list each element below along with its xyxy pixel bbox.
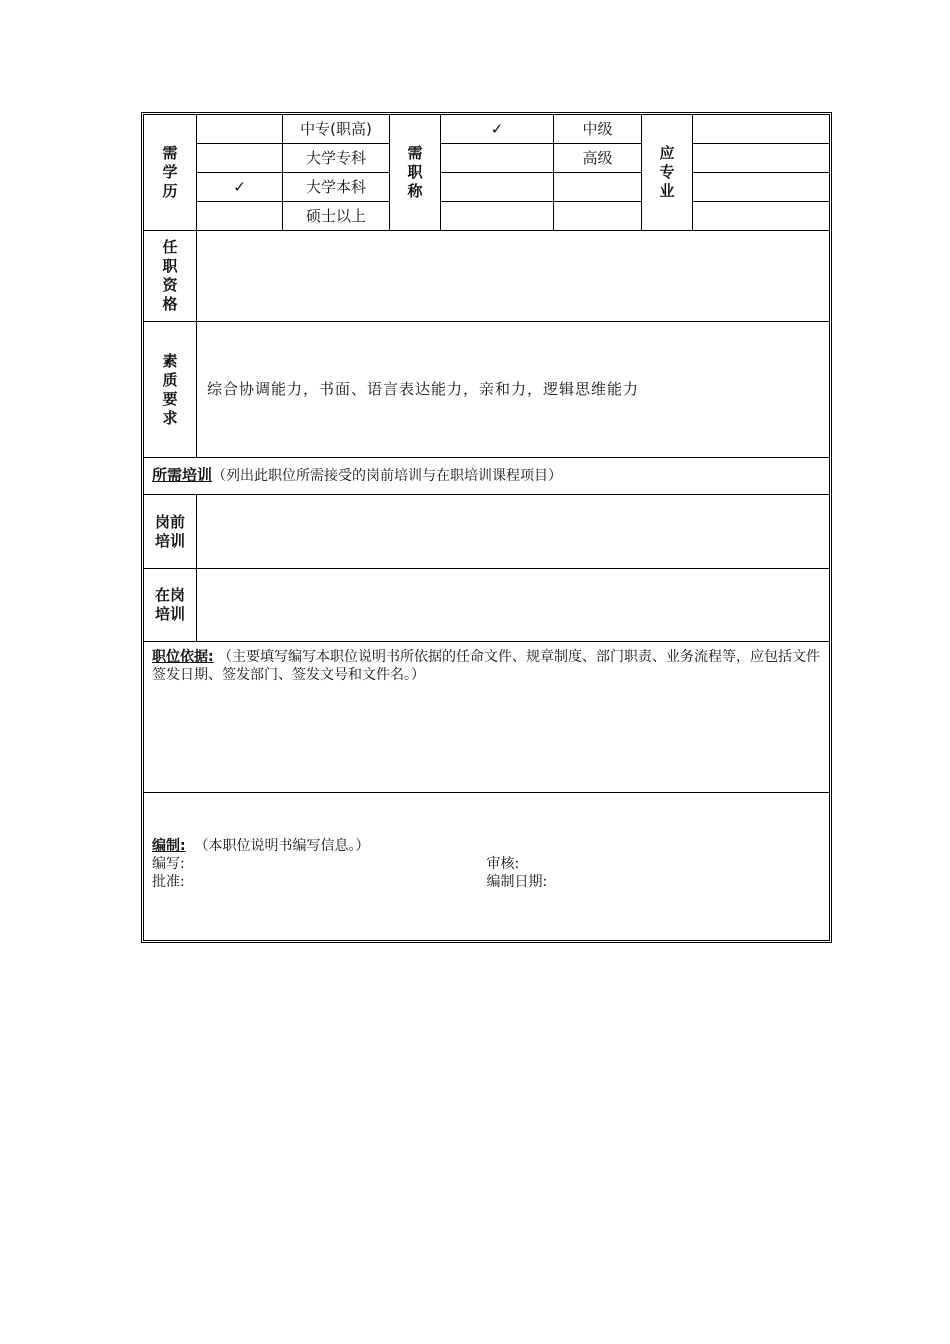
- pre-training-label: 岗前培训: [154, 512, 185, 550]
- basis-note: （主要填写编写本职位说明书所依据的任命文件、规章制度、部门职责、业务流程等，应包括文件签发日期、签发部门、签发文号和文件名。）: [152, 649, 821, 683]
- training-header: [144, 458, 830, 495]
- pre-training-label-cell: [144, 495, 197, 569]
- title-option-3: [554, 173, 642, 202]
- major-label-cell: [642, 115, 693, 231]
- onjob-training-field[interactable]: [197, 569, 830, 642]
- title-check-4[interactable]: [441, 202, 554, 231]
- compile-title: 编制:: [152, 838, 186, 854]
- education-check-4[interactable]: [197, 202, 283, 231]
- title-check-2[interactable]: [441, 144, 554, 173]
- title-option-4: [554, 202, 642, 231]
- education-label: 需学历: [162, 144, 178, 200]
- pre-training-field[interactable]: [197, 495, 830, 569]
- job-description-form: [143, 114, 830, 941]
- qualification-label-cell: [144, 231, 197, 322]
- education-check-2[interactable]: [197, 144, 283, 173]
- education-option-2: 大学专科: [283, 144, 390, 173]
- onjob-training-label-cell: [144, 569, 197, 642]
- title-label: 需职称: [407, 144, 423, 200]
- quality-label-cell: [144, 322, 197, 458]
- title-option-2: 高级: [554, 144, 642, 173]
- approver-field[interactable]: 批准:: [152, 874, 185, 890]
- quality-field[interactable]: 综合协调能力，书面、语言表达能力，亲和力，逻辑思维能力: [197, 322, 830, 458]
- major-field-2[interactable]: [693, 144, 830, 173]
- training-title: 所需培训: [152, 466, 213, 485]
- onjob-training-label: 在岗培训: [154, 586, 185, 623]
- title-check-1[interactable]: ✓: [441, 115, 554, 144]
- reviewer-field[interactable]: 审核:: [486, 856, 520, 872]
- education-check-1[interactable]: [197, 115, 283, 144]
- education-option-1: 中专(职高): [283, 115, 390, 144]
- title-check-3[interactable]: [441, 173, 554, 202]
- major-field-4[interactable]: [693, 202, 830, 231]
- education-option-3: 大学本科: [283, 173, 390, 202]
- quality-label: 素质要求: [162, 351, 178, 427]
- education-label-cell: [144, 115, 197, 231]
- qualification-field[interactable]: [197, 231, 830, 322]
- title-label-cell: [390, 115, 441, 231]
- title-option-1: 中级: [554, 115, 642, 144]
- education-option-4: 硕士以上: [283, 202, 390, 231]
- compile-date-field[interactable]: 编制日期:: [486, 874, 548, 890]
- basis-title: 职位依据:: [152, 649, 214, 665]
- major-label: 应专业: [659, 144, 675, 200]
- basis-section[interactable]: [144, 642, 830, 793]
- compile-note: （本职位说明书编写信息。）: [194, 838, 370, 854]
- compile-section: [144, 793, 830, 941]
- writer-field[interactable]: 编写:: [152, 856, 185, 872]
- major-field-1[interactable]: [693, 115, 830, 144]
- qualification-label: 任职资格: [162, 238, 178, 313]
- training-note: （列出此职位所需接受的岗前培训与在职培训课程项目）: [212, 468, 563, 485]
- major-field-3[interactable]: [693, 173, 830, 202]
- education-check-3[interactable]: ✓: [197, 173, 283, 202]
